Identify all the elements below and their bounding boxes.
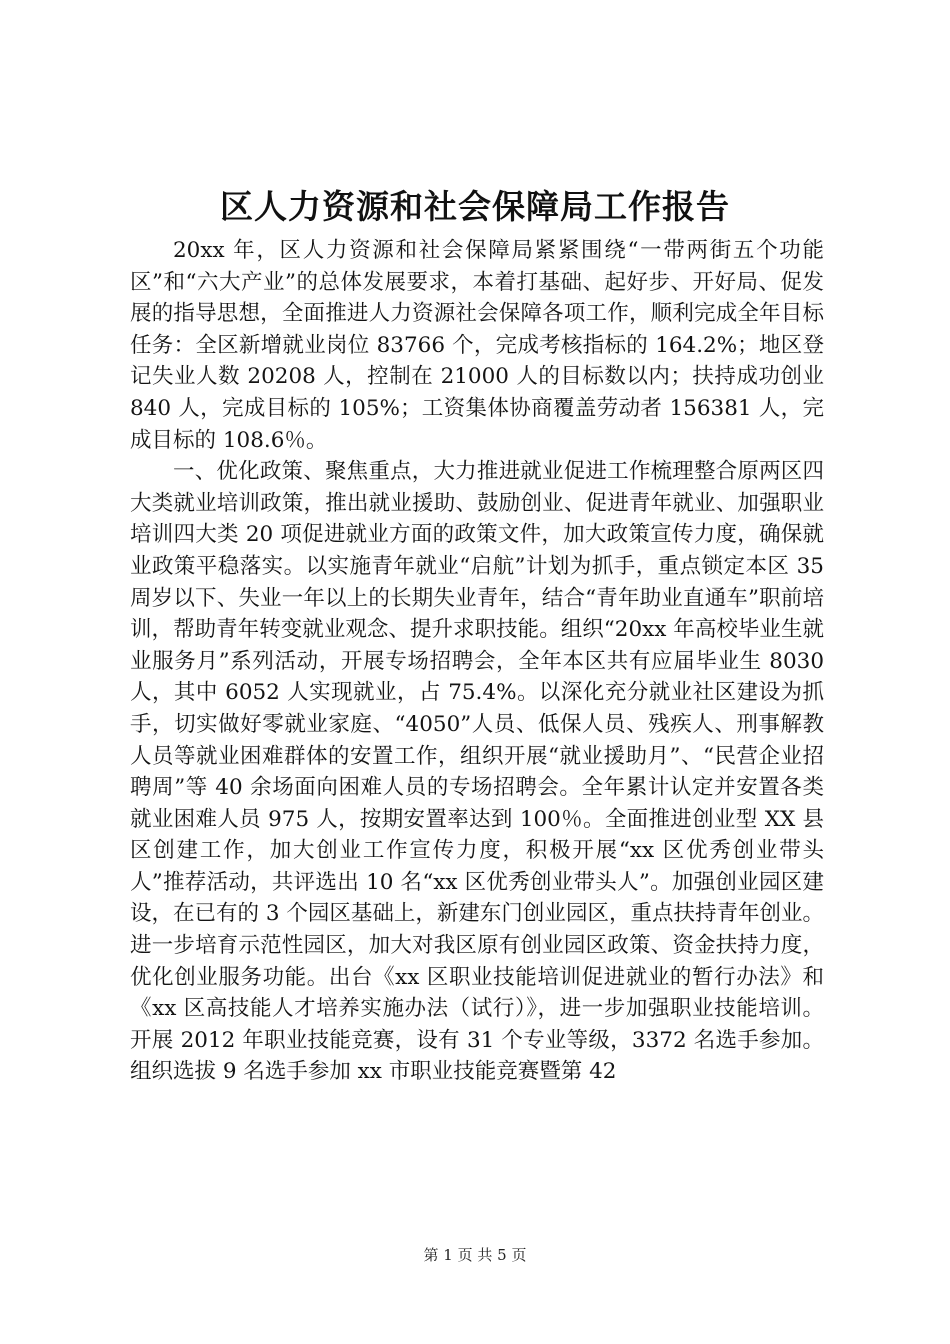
document-title: 区人力资源和社会保障局工作报告 — [220, 187, 730, 226]
document-body — [130, 235, 824, 1088]
paragraph-section-one: 一、优化政策、聚焦重点，大力推进就业促进工作梳理整合原两区四大类就业培训政策，推出就业援助、鼓励创业、促进青年就业、加强职业培训四大类 20 项促进就业方面的政策文件，加大政策宣传力度，确保就业政策平稳落实。以实施青年就业“启航”计划为抓手，重点锁定本区 35 周岁以下、失业一年以上的长期失业青年，结合“青年助业直通车”职前培训，帮助青年转变就业观念、提升求职技能。组织“20xx 年高校毕业生就业服务月”系列活动，开展专场招聘会，全年本区共有应届毕业生 8030 人，其中 6052 人实现就业，占 75.4%。以深化充分就业社区建设为抓手，切实做好零就业家庭、“4050”人员、低保人员、残疾人、刑事解教人员等就业困难群体的安置工作，组织开展“就业援助月”、“民营企业招聘周”等 40 余场面向困难人员的专场招聘会。全年累计认定并安置各类就业困难人员 975 人，按期安置率达到 100％。全面推进创业型 XX 县区创建工作，加大创业工作宣传力度，积极开展“xx 区优秀创业带头人”推荐活动，共评选出 10 名“xx 区优秀创业带头人”。加强创业园区建设，在已有的 3 个园区基础上，新建东门创业园区，重点扶持青年创业。进一步培育示范性园区，加大对我区原有创业园区政策、资金扶持力度，优化创业服务功能。出台《xx 区职业技能培训促进就业的暂行办法》和《xx 区高技能人才培养实施办法（试行）》，进一步加强职业技能培训。开展 2012 年职业技能竞赛，设有 31 个专业等级，3372 名选手参加。组织选拔 9 名选手参加 xx 市职业技能竞赛暨第 42 — [130, 459, 824, 1085]
paragraph-intro: 20xx 年，区人力资源和社会保障局紧紧围绕“一带两街五个功能区”和“六大产业”的总体发展要求，本着打基础、起好步、开好局、促发展的指导思想，全面推进人力资源社会保障各项工作，顺利完成全年目标任务：全区新增就业岗位 83766 个，完成考核指标的 164.2%；地区登记失业人数 20208 人，控制在 21000 人的目标数以内；扶持成功创业 840 人，完成目标的 105%；工资集体协商覆盖劳动者 156381 人，完成目标的 108.6％。 — [130, 238, 824, 453]
page-footer: 第 1 页 共 5 页 — [423, 1246, 527, 1264]
